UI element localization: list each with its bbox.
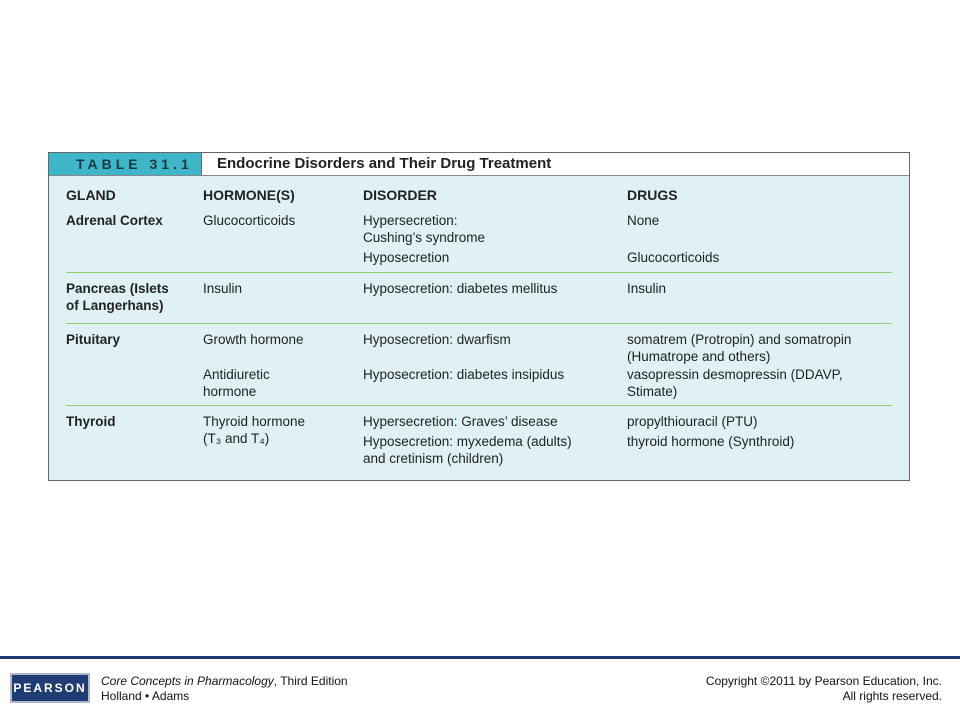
cell-hormone: Antidiuretic hormone — [203, 367, 270, 399]
column-header-drugs: DRUGS — [627, 187, 678, 203]
row-divider — [66, 323, 892, 324]
book-authors: Holland • Adams — [101, 689, 190, 703]
endocrine-table — [48, 152, 910, 481]
footer-book-info — [101, 674, 348, 704]
cell-gland: Thyroid — [66, 414, 116, 429]
table-number: TABLE 31.1 — [49, 153, 202, 175]
rights-text: All rights reserved. — [842, 689, 942, 703]
cell-drugs: Insulin — [627, 281, 667, 296]
cell-drugs: thyroid hormone (Synthroid) — [627, 434, 795, 449]
column-header-hormones: HORMONE(S) — [203, 187, 295, 203]
pearson-logo: PEARSON — [10, 673, 90, 703]
column-header-disorder: DISORDER — [363, 187, 437, 203]
cell-drugs: vasopressin desmopressin (DDAVP, Stimate) — [627, 367, 843, 399]
cell-hormone: Glucocorticoids — [203, 213, 296, 228]
row-divider — [66, 272, 892, 273]
cell-drugs: propylthiouracil (PTU) — [627, 414, 758, 429]
cell-disorder: Hyposecretion: diabetes mellitus — [363, 281, 558, 296]
copyright-text: Copyright ©2011 by Pearson Education, Inc. — [705, 674, 942, 688]
column-header-gland: GLAND — [66, 187, 116, 203]
cell-gland: Adrenal Cortex — [66, 213, 163, 228]
cell-disorder: Hyposecretion: myxedema (adults) and cretinism (children) — [363, 434, 572, 466]
cell-disorder: Hyposecretion: dwarfism — [363, 332, 511, 347]
cell-disorder: Hypersecretion: Graves’ disease — [363, 414, 558, 429]
cell-gland: Pituitary — [66, 332, 121, 347]
cell-hormone: Insulin — [203, 281, 243, 296]
row-divider — [66, 405, 892, 406]
table-header — [49, 153, 909, 176]
book-title: Core Concepts in Pharmacology — [101, 674, 274, 688]
cell-drugs: None — [627, 213, 660, 228]
cell-drugs: somatrem (Protropin) and somatropin (Humatrope and others) — [627, 332, 852, 364]
cell-hormone: Thyroid hormone (T₃ and T₄) — [203, 414, 306, 446]
cell-gland: Pancreas (Islets of Langerhans) — [66, 281, 169, 313]
cell-drugs: Glucocorticoids — [627, 250, 720, 265]
footer-divider — [0, 656, 960, 659]
cell-disorder: Hyposecretion: diabetes insipidus — [363, 367, 565, 382]
cell-disorder: Hypersecretion: Cushing’s syndrome — [363, 213, 486, 245]
book-edition: , Third Edition — [273, 674, 348, 688]
cell-disorder: Hyposecretion — [363, 250, 450, 265]
table-title: Endocrine Disorders and Their Drug Treatment — [217, 155, 552, 172]
footer-copyright — [706, 674, 942, 704]
cell-hormone: Growth hormone — [203, 332, 304, 347]
